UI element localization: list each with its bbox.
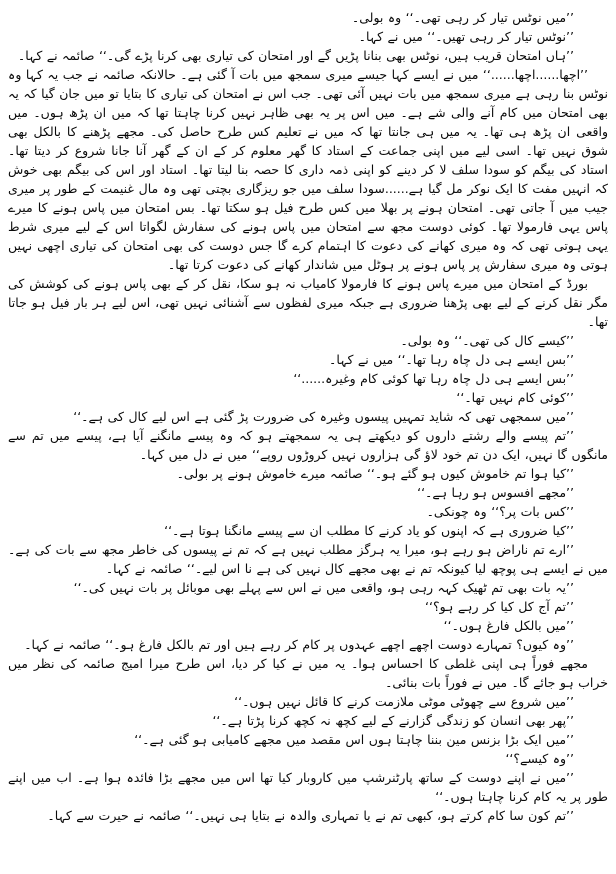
- dialogue-paragraph: ’’بس ایسے ہی دل چاہ رہا تھا۔‘‘ میں نے کہا۔: [329, 352, 574, 367]
- dialogue-paragraph: ’’نوٹس تیار کر رہی تھیں۔‘‘ میں نے کہا۔: [358, 29, 574, 44]
- dialogue-paragraph: ’’یہ بات بھی تم ٹھیک کہہ رہی ہو، واقعی میں نے اس سے پہلے بھی موبائل پر بات نہیں کی۔‘‘: [73, 580, 574, 595]
- dialogue-paragraph: ’’کیا ہوا تم خاموش کیوں ہو گئے ہو۔‘‘ صائمہ میرے خاموش ہونے پر بولی۔: [176, 466, 574, 481]
- dialogue-paragraph: ’’ارے تم ناراض ہو رہے ہو، میرا یہ ہرگز مطلب نہیں ہے کہ تم نے پیسوں کی خاطر مجھ سے بات کی ہے۔ میں نے ایسے ہی پوچھ لیا کیونکہ تم نے بھی مجھے کال نہیں کی ہے نا اس لیے۔‘‘ صائمہ نے کہا۔: [8, 542, 608, 576]
- dialogue-paragraph: ’’کیسے کال کی تھی۔‘‘ وہ بولی۔: [400, 333, 574, 348]
- dialogue-paragraph: ’’میں ایک بڑا بزنس مین بننا چاہتا ہوں اس مقصد میں مجھے کامیابی ہو گئی ہے۔‘‘: [134, 732, 574, 747]
- dialogue-paragraph: ’’میں نوٹس تیار کر رہی تھی۔‘‘ وہ بولی۔: [351, 10, 574, 25]
- dialogue-paragraph: ’’تم آج کل کیا کر رہے ہو؟‘‘: [425, 599, 574, 614]
- dialogue-paragraph: ’’میں سمجھی تھی کہ شاید تمہیں پیسوں وغیرہ کی ضرورت پڑ گئی ہے اس لیے کال کی ہے۔‘‘: [73, 409, 574, 424]
- narration-paragraph: بورڈ کے امتحان میں میرے پاس ہونے کا فارمولا کامیاب نہ ہو سکا، نقل کر کے بھی پاس ہونے کی کوشش کی مگر نقل کرنے کے لیے بھی پڑھنا ضروری ہے جبکہ میری لفظوں سے آشنائی نہیں تھی، اس لیے ہر بار فیل ہو جاتا تھا۔: [8, 276, 608, 329]
- dialogue-paragraph: ’’تم پیسے والے رشتے داروں کو دیکھتے ہی یہ سمجھتے ہو کہ وہ پیسے مانگنے آیا ہے، پیسے میں تم سے مانگوں گا نہیں، ایک دن تم خود لاؤ گی ہزاروں نہیں کروڑوں روپے‘‘ میں نے دل میں کہا۔: [8, 428, 608, 462]
- narration-paragraph: مجھے فوراً ہی اپنی غلطی کا احساس ہوا۔ یہ میں نے کیا کر دیا، اس طرح میرا امیج صائمہ کی نظر میں خراب ہو جائے گا۔ میں نے فوراً بات بنائی۔: [8, 656, 608, 690]
- narration-paragraph: ’’اچھا......اچھا......‘‘ میں نے ایسے کہا جیسے میری سمجھ میں بات آ گئی ہے۔ حالانکہ صائمہ نے جب یہ کہا وہ نوٹس بنا رہی ہے میری سمجھ میں بات نہیں آئی تھی۔ جب اس نے امتحان کی تیاری کا بتایا تو میں جان گیا کہ یہ بھی امتحان میں کام آنے والی شے ہے۔ میں اس پر یہ بھی ظاہر نہیں کرنا چاہتا تھا کہ میں ان پڑھ ہوں۔ میں واقعی ان پڑھ ہی تھا۔ یہ میں ہی جانتا تھا کہ میں نے تعلیم کس طرح حاصل کی۔ مجھے پڑھنے کا بالکل بھی شوق نہیں تھا۔ اسی لیے میں اپنی جماعت کے استاد کا گھر معلوم کر کے ان کے گھر آنا جانا شروع کر دیتا تھا۔ استاد کی بیگم کو سودا سلف لا کر دینے کو اپنی ذمہ داری کا حصہ بنا لیتا تھا۔ استاد اور اس کی بیگم بھی خوش کہ انہیں مفت کا ایک نوکر مل گیا ہے......سودا سلف میں جو ریزگاری بچتی تھی وہ مال غنیمت کے طور پر میری جیب میں آ جاتی تھی۔ امتحان ہونے پر بھلا میں کس طرح فیل ہو سکتا تھا۔ بس امتحان میں پاس ہونے کا میرے پاس یہی فارمولا تھا۔ کوئی دوست مجھ سے امتحان میں پاس ہونے کی سفارش لگواتا اس کے لیے میری شرط یہی ہوتی تھی کہ وہ میری کھانے کی دعوت کا اہتمام کرے گا جس دوست کی بھی امتحان کی تیاری اچھی نہیں ہوتی وہ میری سفارش پر پاس ہونے پر ہوٹل میں شاندار کھانے کی دعوت کرتا تھا۔: [8, 67, 608, 272]
- dialogue-paragraph: ’’مجھے افسوس ہو رہا ہے۔‘‘: [417, 485, 574, 500]
- dialogue-paragraph: ’’میں نے اپنے دوست کے ساتھ پارٹنرشپ میں کاروبار کیا تھا اس میں مجھے بڑا فائدہ ہوا ہے۔ اب میں اپنے طور پر یہ کام کرنا چاہتا ہوں۔‘‘: [8, 770, 608, 804]
- dialogue-paragraph: ’’کیا ضروری ہے کہ اپنوں کو یاد کرنے کا مطلب ان سے پیسے مانگنا ہوتا ہے۔‘‘: [164, 523, 574, 538]
- dialogue-paragraph: ’’میں شروع سے چھوٹی موٹی ملازمت کرنے کا قائل نہیں ہوں۔‘‘: [234, 694, 574, 709]
- dialogue-paragraph: ’’میں بالکل فارغ ہوں۔‘‘: [443, 618, 574, 633]
- dialogue-paragraph: ’’وہ کیسے؟‘‘: [505, 751, 574, 766]
- dialogue-paragraph: ’’کس بات پر؟‘‘ وہ چونکی۔: [426, 504, 574, 519]
- dialogue-paragraph: ’’بس ایسے ہی دل چاہ رہا تھا کوئی کام وغیرہ......‘‘: [293, 371, 574, 386]
- dialogue-paragraph: ’’ہاں امتحان قریب ہیں، نوٹس بھی بنانا پڑیں گے اور امتحان کی تیاری بھی کرنا پڑے گی۔‘‘ صائمہ نے کہا۔: [17, 48, 574, 63]
- dialogue-paragraph: ’’پھر بھی انسان کو زندگی گزارنے کے لیے کچھ نہ کچھ کرنا پڑتا ہے۔‘‘: [212, 713, 574, 728]
- dialogue-paragraph: ’’وہ کیوں؟ تمہارے دوست اچھے اچھے عہدوں پر کام کر رہے ہیں اور تم بالکل فارغ ہو۔‘‘ صائمہ نے کہا۔: [24, 637, 574, 652]
- dialogue-paragraph: ’’کوئی کام نہیں تھا۔‘‘: [456, 390, 574, 405]
- dialogue-paragraph: ’’تم کون سا کام کرتے ہو، کبھی تم نے یا تمہاری والدہ نے بتایا ہی نہیں۔‘‘ صائمہ نے حیرت سے کہا۔: [47, 808, 574, 823]
